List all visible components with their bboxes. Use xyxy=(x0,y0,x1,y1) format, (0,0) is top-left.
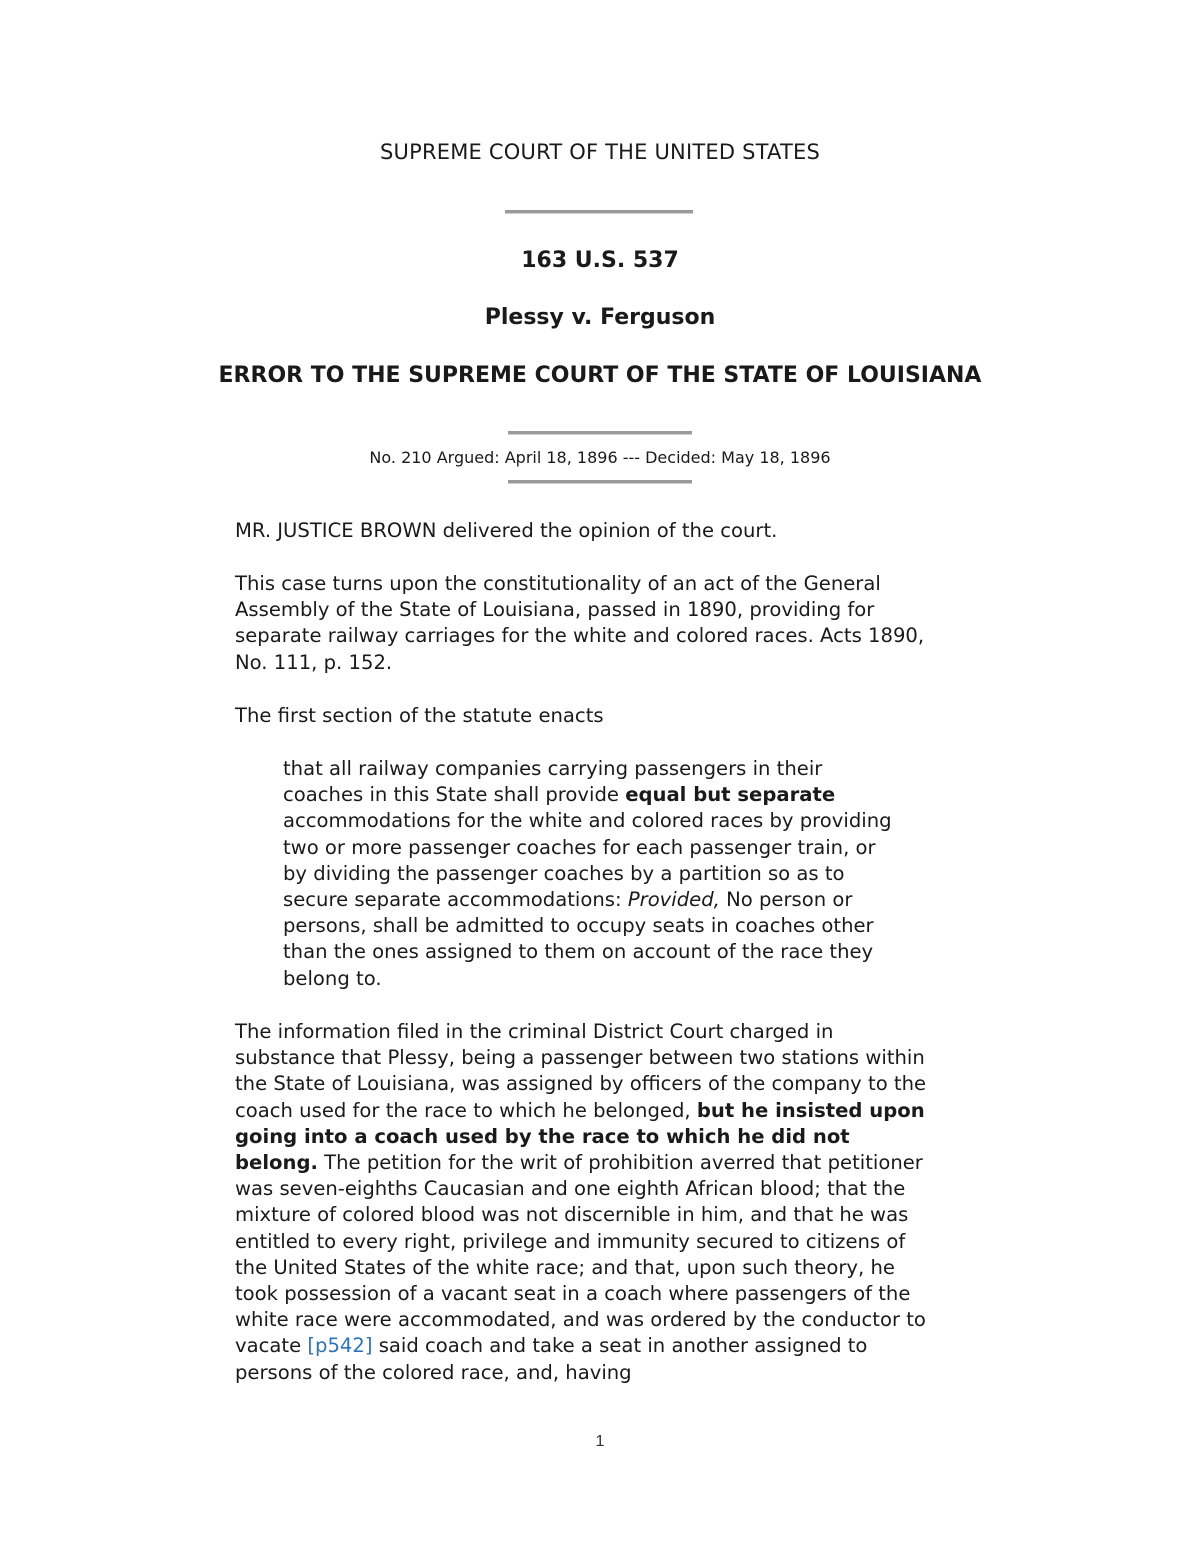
opinion-intro: MR. JUSTICE BROWN delivered the opinion of the court. xyxy=(235,519,778,542)
case-title: Plessy v. Ferguson xyxy=(484,305,716,330)
error-heading: ERROR TO THE SUPREME COURT OF THE STATE OF LOUISIANA xyxy=(218,363,982,388)
paragraph-bold-text: but he insisted upon going into a coach used by the race to which he did not belong. xyxy=(235,1098,925,1175)
quote-text: that all railway companies carrying passengers in their coaches in this State shall provide xyxy=(283,757,823,807)
paragraph: This case turns upon the constitutionality of an act of the General Assembly of the State of Louisiana, passed in 1890, providing for separate railway carriages for the white and colored races. Acts 1890, No. 111, p. 152. xyxy=(235,572,925,674)
quote-bold-text: equal but separate xyxy=(625,783,836,807)
page-reference-link[interactable]: [p542] xyxy=(307,1334,373,1358)
paragraph-text: The petition for the writ of prohibition averred that petitioner was seven-eighths Caucasian and one eighth African blood; that the mixture of colored blood was not discernible in him, and that he was entitled to every right, privilege and immunity secured to citizens of the United States of the white race; and that, upon such theory, he took possession of a vacant seat in a coach where passengers of the white race were accommodated, and was ordered by the conductor to vacate xyxy=(235,1151,926,1358)
paragraph-text: The information filed in the criminal District Court charged in substance that Plessy, being a passenger between two stations within the State of Louisiana, was assigned by officers of the company to the coach used for the race to which he belonged, xyxy=(235,1020,927,1122)
statute-quote xyxy=(283,756,903,992)
divider-rule xyxy=(508,431,692,435)
page-number: 1 xyxy=(595,1433,605,1450)
docket-line: No. 210 Argued: April 18, 1896 --- Decided: May 18, 1896 xyxy=(369,448,831,467)
divider-rule xyxy=(505,210,693,214)
paragraph: The first section of the statute enacts xyxy=(235,704,604,727)
court-heading: SUPREME COURT OF THE UNITED STATES xyxy=(380,140,820,164)
case-citation: 163 U.S. 537 xyxy=(521,248,679,273)
divider-rule xyxy=(508,480,692,484)
quote-italic-text: Provided, xyxy=(627,888,720,912)
paragraph xyxy=(235,1019,935,1386)
paragraph-text: said coach and take a seat in another assigned to persons of the colored race, and, having xyxy=(235,1334,868,1384)
quote-text: No person or persons, shall be admitted to occupy seats in coaches other than the ones assigned to them on account of the race they belong to. xyxy=(283,888,874,990)
quote-text: accommodations for the white and colored races by providing two or more passenger coaches for each passenger train, or by dividing the passenger coaches by a partition so as to secure separate accommodations: xyxy=(283,809,892,912)
